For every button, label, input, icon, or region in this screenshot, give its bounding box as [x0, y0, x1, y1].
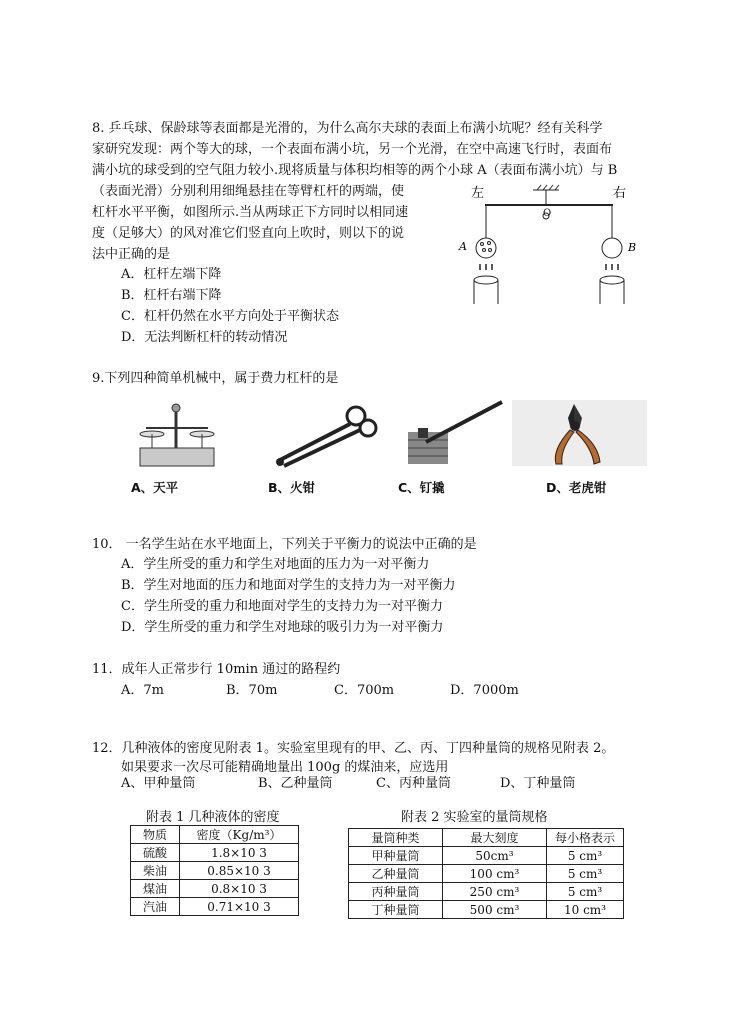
q8-fig-right-label: 右	[613, 186, 627, 201]
q8-ball-b	[602, 238, 622, 258]
q8-line7: 法中正确的是	[92, 247, 171, 262]
table-cell: 250 cm³	[443, 883, 547, 901]
table-cell: 丁种量筒	[349, 901, 443, 919]
q11-option-d: D．7000m	[450, 683, 519, 698]
table-header-cell: 量筒种类	[349, 829, 443, 847]
table-row	[131, 880, 299, 898]
q8-line4: （表面光滑）分别利用细绳悬挂在等臂杠杆的两端，使	[92, 184, 405, 199]
table-header-row	[349, 829, 624, 847]
table2-caption: 附表 2 实验室的量筒规格	[401, 810, 548, 825]
table-cell: 柴油	[131, 862, 180, 880]
table-header-cell: 密度（Kg/m³）	[180, 826, 299, 844]
q8-fig-left-label: 左	[471, 186, 485, 201]
table-cell: 乙种量筒	[349, 865, 443, 883]
table-cell: 0.8×10 3	[180, 880, 299, 898]
table-header-cell: 物质	[131, 826, 180, 844]
table-cell: 煤油	[131, 880, 180, 898]
q10-stem: 10． 一名学生站在水平地面上，下列关于平衡力的说法中正确的是	[92, 537, 477, 552]
q8-line2: 家研究发现：两个等大的球，一个表面布满小坑，另一个光滑，在空中高速飞行时，表面布	[92, 142, 613, 157]
q8-line3: 满小坑的球受到的空气阻力较小.现将质量与体积均相等的两个小球 A（表面布满小坑）与 B	[92, 163, 618, 178]
table-row	[349, 847, 624, 865]
table-cell: 500 cm³	[443, 901, 547, 919]
table-cell: 0.85×10 3	[180, 862, 299, 880]
table-row	[131, 898, 299, 916]
table-cell: 硫酸	[131, 844, 180, 862]
q8-line6: 度（足够大）的风对准它们竖直向上吹时，则以下的说	[92, 226, 405, 241]
table-row	[131, 862, 299, 880]
q9-option-a: A、天平	[131, 480, 179, 495]
q10-option-a: A．学生所受的重力和学生对地面的压力为一对平衡力	[121, 557, 430, 572]
table1-caption: 附表 1 几种液体的密度	[146, 810, 280, 825]
pliers-image-frame	[512, 400, 647, 466]
q8-option-c: C．杠杆仍然在水平方向处于平衡状态	[121, 309, 339, 324]
measuring-cylinder-table	[348, 828, 624, 919]
q8-fig-ball-a-label: A	[459, 240, 467, 253]
balance-scale-image	[128, 400, 224, 470]
q9-option-c: C、钉撬	[398, 480, 445, 495]
q12-option-a: A、甲种量筒	[121, 776, 196, 791]
table-cell: 10 cm³	[547, 901, 624, 919]
q9-stem: 9.下列四种简单机械中，属于费力杠杆的是	[92, 371, 339, 386]
table-cell: 甲种量筒	[349, 847, 443, 865]
q8-fig-pivot-label: O	[543, 208, 552, 219]
q8-lever-figure	[455, 180, 655, 310]
q12-line1: 12．几种液体的密度见附表 1。实验室里现有的甲、乙、丙、丁四种量筒的规格见附表 2。	[92, 741, 615, 756]
q11-option-c: C．700m	[334, 683, 395, 698]
q8-fig-ball-b-label: B	[628, 241, 637, 254]
table-row	[349, 865, 624, 883]
q8-option-b: B．杠杆右端下降	[121, 288, 222, 303]
table-cell: 50cm³	[443, 847, 547, 865]
table-cell: 5 cm³	[547, 847, 624, 865]
table-header-row	[131, 826, 299, 844]
nail-pry-bar-image	[398, 400, 508, 470]
table-row	[131, 844, 299, 862]
table-cell: 100 cm³	[443, 865, 547, 883]
q8-line1: 8. 乒乓球、保龄球等表面都是光滑的，为什么高尔夫球的表面上布满小坑呢？经有关科学	[92, 121, 603, 136]
q12-line2: 如果要求一次尽可能精确地量出 100g 的煤油来，应选用	[121, 760, 449, 775]
liquid-density-table	[130, 825, 299, 916]
table-cell: 5 cm³	[547, 865, 624, 883]
table-row	[349, 901, 624, 919]
q11-option-b: B．70m	[226, 683, 278, 698]
q10-option-c: C．学生所受的重力和地面对学生的支持力为一对平衡力	[121, 599, 443, 614]
table-header-cell: 每小格表示	[547, 829, 624, 847]
q9-option-b: B、火钳	[268, 480, 316, 495]
table-cell: 1.8×10 3	[180, 844, 299, 862]
q12-option-b: B、乙种量筒	[258, 776, 333, 791]
q8-option-d: D．无法判断杠杆的转动情况	[121, 330, 288, 345]
q12-option-d: D、丁种量筒	[500, 776, 576, 791]
q9-option-d: D、老虎钳	[546, 480, 607, 495]
table-cell: 5 cm³	[547, 883, 624, 901]
q10-option-d: D．学生所受的重力和学生对地球的吸引力为一对平衡力	[121, 620, 444, 635]
table-cell: 0.71×10 3	[180, 898, 299, 916]
q8-option-a: A．杠杆左端下降	[121, 267, 222, 282]
table-row	[349, 883, 624, 901]
q8-line5: 杠杆水平平衡，如图所示.当从两球正下方同时以相同速	[92, 205, 409, 220]
fire-tongs-image	[268, 400, 378, 470]
q11-stem: 11．成年人正常步行 10min 通过的路程约	[92, 662, 341, 677]
pliers-image	[512, 400, 647, 466]
table-cell: 汽油	[131, 898, 180, 916]
q11-option-a: A．7m	[121, 683, 164, 698]
q12-option-c: C、丙种量筒	[376, 776, 451, 791]
table-cell: 丙种量筒	[349, 883, 443, 901]
q8-ball-a	[476, 238, 496, 258]
table-header-cell: 最大刻度	[443, 829, 547, 847]
q10-option-b: B．学生对地面的压力和地面对学生的支持力为一对平衡力	[121, 578, 456, 593]
